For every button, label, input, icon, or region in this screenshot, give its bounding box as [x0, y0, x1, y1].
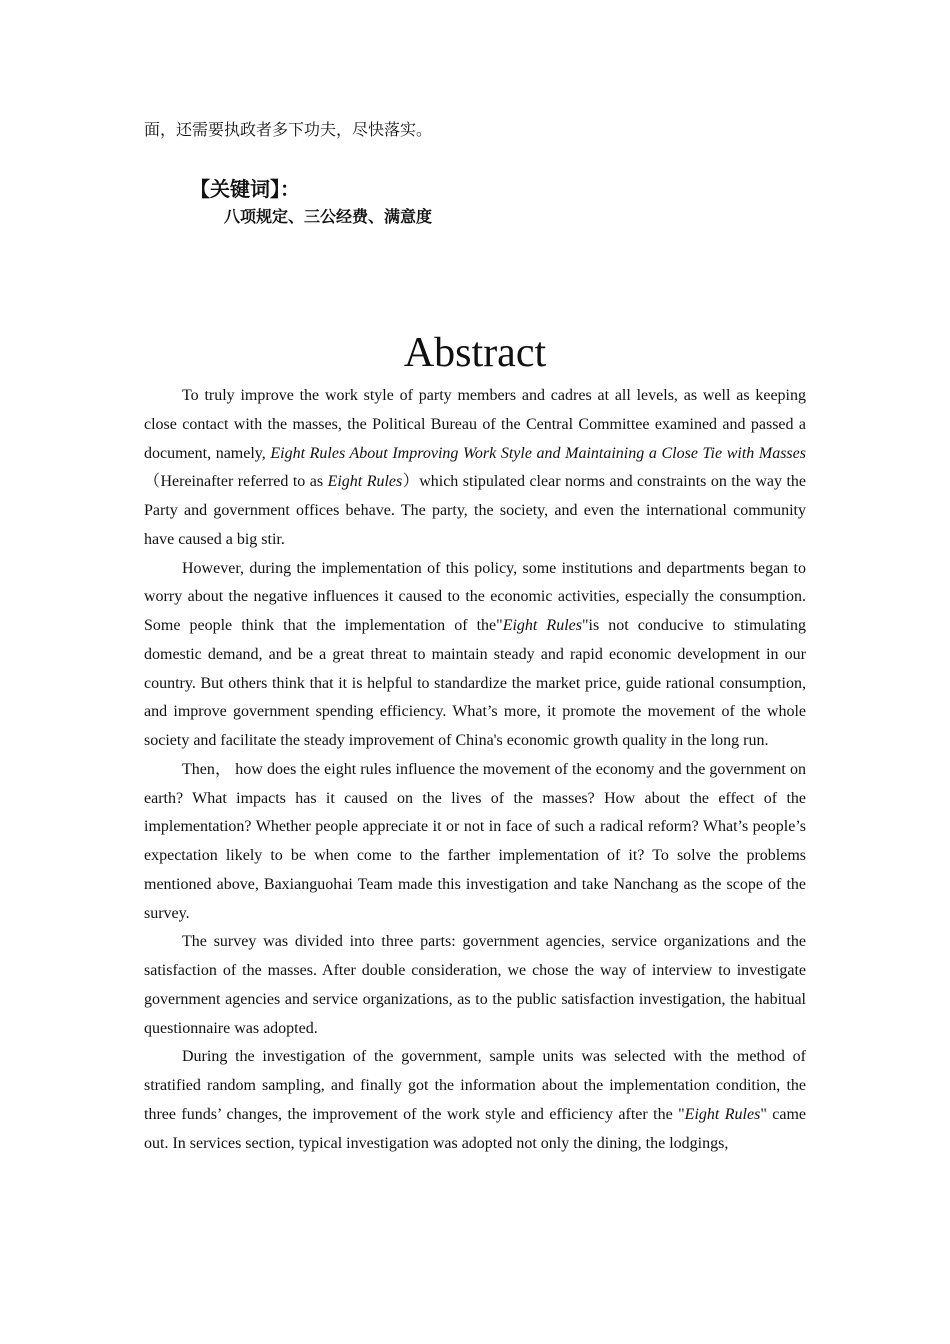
abstract-paragraph-2 [144, 555, 806, 756]
p1-text-c: （Hereinafter referred to as [144, 473, 328, 491]
abstract-paragraph-5 [144, 1043, 806, 1158]
chinese-abstract-continuation: 面，还需要执政者多下功夫，尽快落实。 [144, 120, 433, 139]
p1-document-title: Eight Rules About Improving Work Style and Maintaining a Close Tie with Masses [270, 444, 806, 462]
abstract-paragraph-3: Then， how does the eight rules influence the movement of the economy and the government on earth? What impacts has it caused on the lives of the masses? How about the effect of the implementation? Whether people appreciate it or not in face of such a radical reform? What’s people’s expectation likely to be when come to the farther implementation of it? To solve the problems mentioned above, Baxianguohai Team made this investigation and take Nanchang as the scope of the survey. [144, 760, 806, 922]
abstract-paragraph-4: The survey was divided into three parts: government agencies, service organizations and the satisfaction of the masses. After double consideration, we chose the way of interview to investigate government agencies and service organizations, as to the public satisfaction investigation, the habitual questionnaire was adopted. [144, 933, 806, 1037]
p1-text-a: To truly improve the work style of party members and cadres at all levels, as well as keeping close contact with the masses, the Political Bureau of the Central Committee examined and passed a document, namely, [144, 387, 806, 462]
p2-text-a: However, during the implementation of this policy, some institutions and departments began to worry about the negative influences it caused to the economic activities, especially the consumption. Some people think that the implementation of the" [144, 559, 806, 634]
p5-short-title: Eight Rules [684, 1105, 761, 1123]
keywords-heading: 【关键词】： [190, 177, 300, 201]
keywords-list: 八项规定、三公经费、满意度 [224, 207, 433, 226]
abstract-title: Abstract [403, 330, 547, 376]
p2-short-title: Eight Rules [502, 617, 582, 634]
abstract-body [144, 382, 806, 1158]
p1-short-title: Eight Rules [327, 473, 403, 491]
abstract-paragraph-1 [144, 382, 806, 555]
p5-text-a: During the investigation of the government, sample units was selected with the method of stratified random sampling, and finally got the information about the implementation condition, the three funds’ changes, the improvement of the work style and efficiency after the " [144, 1048, 806, 1123]
p2-text-c: "is not conducive to stimulating domestic demand, and be a great threat to maintain steady and rapid economic development in our country. But others think that it is helpful to standardize the market price, guide rational consumption, and improve government spending efficiency. What’s more, it promote the movement of the whole society and facilitate the steady improvement of China's economic growth quality in the long run. [144, 617, 807, 749]
p5-text-c: " came out. In services section, typical investigation was adopted not only the dining, the lodgings, [144, 1105, 807, 1152]
p1-text-e: ）which stipulated clear norms and constraints on the way the Party and government offices behave. The party, the society, and even the international community have caused a big stir. [144, 473, 806, 548]
